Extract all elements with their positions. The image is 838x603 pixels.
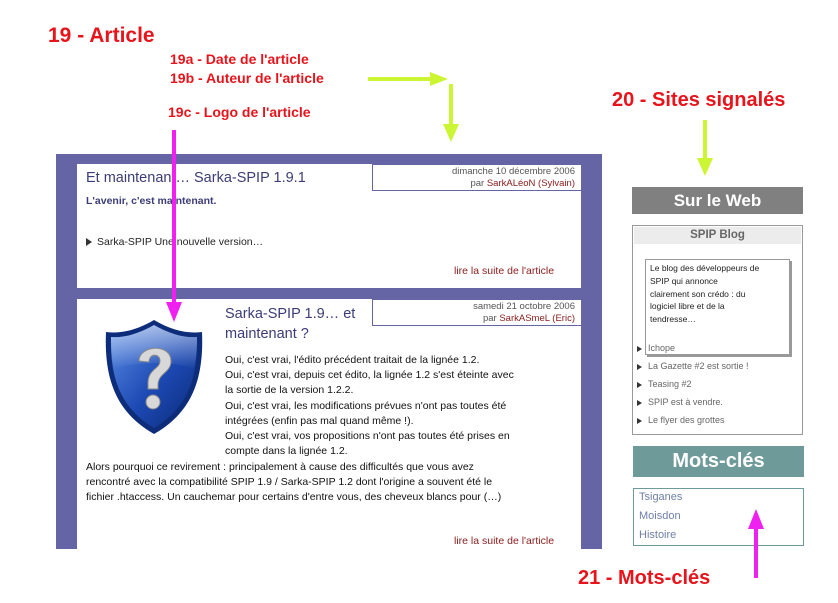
web-box-title: Sur le Web	[632, 187, 803, 214]
article-paragraph: fichier .htaccess. Un cauchemar pour certains d'entre vous, des cheveux blancs pour (…)	[86, 491, 502, 504]
read-more-link[interactable]: lire la suite de l'article	[454, 265, 555, 277]
article-author[interactable]: SarkALéoN (Sylvain)	[486, 178, 575, 189]
arrow-date-author	[368, 72, 459, 142]
article-paragraph: Oui, c'est vrai, l'édito précédent traitait de la lignée 1.2.	[225, 354, 480, 366]
description-line: Le blog des développeurs de	[650, 263, 760, 273]
article-title[interactable]	[225, 304, 355, 344]
web-link-item[interactable]	[637, 397, 723, 407]
annotation-keywords: 21 - Mots-clés	[578, 567, 711, 589]
annotation-date: 19a - Date de l'article	[170, 51, 309, 67]
web-link-item[interactable]	[637, 361, 749, 371]
article-intro	[225, 353, 575, 459]
description-line: clairement son crédo : du	[650, 288, 746, 299]
annotation-sites: 20 - Sites signalés	[612, 89, 786, 111]
sub-article-link[interactable]	[86, 236, 263, 248]
keyword-link[interactable]: Histoire	[639, 529, 677, 541]
web-link-item[interactable]	[637, 379, 692, 389]
article-paragraph: Alors pourquoi ce revirement : principalement à cause des difficultés que vous avez	[86, 461, 474, 473]
keyword-link[interactable]: Tsiganes	[639, 491, 683, 503]
article-chapo: L'avenir, c'est maintenant.	[86, 195, 217, 207]
keyword-link[interactable]: Moisdon	[639, 510, 681, 522]
read-more-link[interactable]: lire la suite de l'article	[454, 535, 555, 547]
triangle-bullet-icon	[637, 364, 642, 370]
web-site-box	[632, 225, 803, 435]
annotation-logo: 19c - Logo de l'article	[168, 104, 311, 120]
article-paragraph: Oui, c'est vrai, vos propositions n'ont pas toutes été prises en	[225, 430, 510, 443]
article-card	[77, 299, 581, 549]
article-paragraph: intégrées (enfin pas mal quand même !).	[225, 414, 414, 427]
web-link-label: Le flyer des grottes	[648, 415, 725, 425]
web-site-name[interactable]: SPIP Blog	[634, 227, 801, 244]
web-link-label: Teasing #2	[648, 379, 692, 389]
article-meta	[372, 299, 582, 326]
description-line: logiciel libre et de la	[650, 301, 725, 312]
description-line: SPIP qui annonce	[650, 275, 718, 286]
triangle-bullet-icon	[637, 400, 642, 406]
web-link-item[interactable]	[637, 415, 725, 425]
article-paragraph: la sortie de la version 1.2.2.	[225, 384, 354, 397]
article-title-line: maintenant ?	[225, 326, 309, 342]
web-link-label: SPIP est à vendre.	[648, 397, 723, 407]
triangle-bullet-icon	[637, 382, 642, 388]
article-title-line: Sarka-SPIP 1.9… et	[225, 306, 356, 322]
article-date: samedi 21 octobre 2006	[473, 301, 575, 312]
triangle-bullet-icon	[637, 346, 642, 352]
article-author[interactable]: SarkASmeL (Eric)	[499, 313, 575, 324]
shield-question-icon[interactable]	[101, 317, 207, 437]
article-meta	[372, 164, 582, 191]
keywords-box-title: Mots-clés	[633, 446, 804, 477]
article-paragraph: compte dans la lignée 1.2.	[225, 445, 348, 458]
article-paragraph: Oui, c'est vrai, depuis cet édito, la lignée 1.2 s'est éteinte avec	[225, 369, 514, 382]
article-paragraph: rencontré avec la compatibilité SPIP 1.9 / Sarka-SPIP 1.2 dont l'origine a souvent été le	[86, 476, 493, 489]
arrow-sites	[697, 120, 713, 176]
web-link-item[interactable]	[637, 343, 675, 353]
author-prefix: par	[470, 178, 485, 189]
article-date: dimanche 10 décembre 2006	[451, 166, 575, 177]
articles-frame	[56, 154, 602, 549]
web-site-description	[645, 259, 790, 355]
triangle-bullet-icon	[86, 238, 92, 246]
description-line: tendresse…	[650, 314, 696, 325]
article-title[interactable]: Et maintenant… Sarka-SPIP 1.9.1	[86, 170, 306, 186]
annotation-article: 19 - Article	[48, 24, 155, 47]
article-body	[86, 460, 578, 506]
web-link-label: Ichope	[648, 343, 676, 353]
article-card	[77, 164, 581, 288]
author-prefix: par	[482, 313, 497, 324]
keywords-box	[633, 488, 804, 546]
article-paragraph: Oui, c'est vrai, les modifications prévues n'ont pas toutes été	[225, 399, 507, 412]
annotation-author: 19b - Auteur de l'article	[170, 70, 324, 86]
triangle-bullet-icon	[637, 418, 642, 424]
sub-article-label: Sarka-SPIP Une nouvelle version…	[97, 236, 264, 248]
web-link-label: La Gazette #2 est sortie !	[648, 361, 749, 371]
